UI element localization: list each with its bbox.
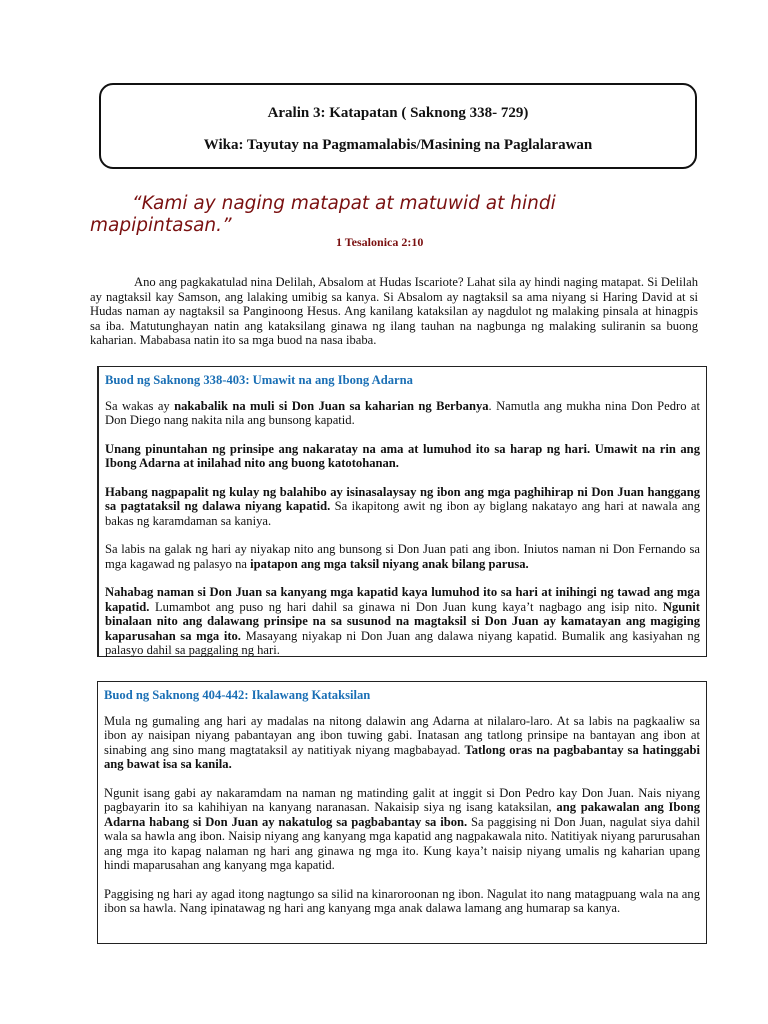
lesson-subtitle: Wika: Tayutay na Pagmamalabis/Masining na Paglalarawan <box>203 137 593 153</box>
summary-section-2 <box>97 681 707 944</box>
quote-citation: 1 Tesalonica 2:10 <box>336 235 424 249</box>
section-1-title: Buod ng Saknong 338-403: Umawit na ang Ibong Adarna <box>105 373 413 387</box>
summary-section-1 <box>97 366 707 657</box>
section-2-paragraph-3: Paggising ng hari ay agad itong nagtungo sa silid na kinaroroonan ng ibon. Nagulat ito nang matagpuang wala na ang ibon sa hawla. Nang ipinatawag ng hari ang kanyang mga anak dalawa lamang ang humarap sa kanya. <box>104 886 700 915</box>
bible-quote: “Kami ay naging matapat at matuwid at hindi mapipintasan.” <box>90 193 556 236</box>
section-1-paragraph-3: Habang nagpapalit ng kulay ng balahibo ay isinasalaysay ng ibon ang mga paghihirap ni Don Juan hanggang sa pagtataksil ng dalawa niyang kapatid. Sa ikapitong awit ng ibon ay biglang nakatayo ang hari at nawala ang bakas ng karamdaman sa kaniya. <box>105 484 701 528</box>
intro-paragraph: Ano ang pagkakatulad nina Delilah, Absalom at Hudas Iscariote? Lahat sila ay hindi naging matapat. Si Delilah ay nagtaksil kay Samson, ang lalaking umibig sa kanya. Si Absalom ay nagtaksil sa ama niyang si Haring David at si Hudas naman ay nagtaksil sa Panginoong Hesus. Ang kanilang kataksilan ay nagdulot ng malaking pinsala at hinagpis sa iba. Matutunghayan natin ang kataksilang ginawa ng ilang tauhan na nagbunga ng malaking suliranin sa buong kaharian. Mababasa natin ito sa mga buod na nasa ibaba. <box>90 275 698 347</box>
section-2-title: Buod ng Saknong 404-442: Ikalawang Kataksilan <box>104 688 371 702</box>
section-1-paragraph-4: Sa labis na galak ng hari ay niyakap nito ang bunsong si Don Juan pati ang ibon. Iniutos naman ni Don Fernando sa mga kagawad ng palasyo na ipatapon ang mga taksil niyang anak bilang parusa. <box>105 542 700 571</box>
section-2-paragraph-2: Ngunit isang gabi ay nakaramdam na naman ng matinding galit at inggit si Don Pedro kay Don Juan. Nais niyang pagbayarin ito sa kahihiyan na kanyang naranasan. Nakaisip siya ng isang kataksilan, ang pakawalan ang Ibong Adarna habang si Don Juan ay nakatulog sa pagbabantay sa ibon. Sa paggising ni Don Juan, nagulat siya dahil wala sa hawla ang ibon. Naisip niyang ang kanyang mga kapatid ang nagpakawala nito. Natitiyak niyang parurusahan ang mga ito kapag nalaman ng hari ang ginawa ng mga ito. Kung kaya’t naisip niyang umalis ng kaharian upang hindi maparusahan ang kanyang mga kapatid. <box>104 785 701 872</box>
lesson-title: Aralin 3: Katapatan ( Saknong 338- 729) <box>267 105 529 121</box>
section-1-paragraph-5: Nahabag naman si Don Juan sa kanyang mga kapatid kaya lumuhod ito sa hari at inihingi ng tawad ang mga kapatid. Lumambot ang puso ng hari dahil sa ginawa ni Don Juan kung kaya’t nagbago ang isip nito. Ngunit binalaan nito ang dalawang prinsipe na sa susunod na magtaksil si Don Juan ay kamatayan ang magiging kaparusahan sa mga ito. Masayang niyakap ni Don Juan ang dalawa niyang kapatid. Bumalik ang kasiyahan ng palasyo dahil sa paggaling ng hari. <box>105 585 700 657</box>
section-2-paragraph-1: Mula ng gumaling ang hari ay madalas na nitong dalawin ang Adarna at nilalaro-laro. At sa labis na pagkaaliw sa ibon ay naisipan niyang pabantayan ang ibon tuwing gabi. Inatasan ang tatlong prinsipe na bantayan ang ibon at sinabing ang sino mang magtataksil ay natitiyak niyang magbabayad. Tatlong oras na pagbabantay sa hatinggabi ang bawat isa sa kanila. <box>104 713 700 771</box>
section-1-paragraph-2: Unang pinuntahan ng prinsipe ang nakaratay na ama at lumuhod ito sa harap ng hari. Umawit na rin ang Ibong Adarna at inilahad nito ang buong katotohanan. <box>105 441 700 470</box>
lesson-header-box <box>99 83 697 169</box>
section-1-paragraph-1: Sa wakas ay nakabalik na muli si Don Juan sa kaharian ng Berbanya. Namutla ang mukha nina Don Pedro at Don Diego nang nakita nila ang bunsong kapatid. <box>105 398 700 427</box>
